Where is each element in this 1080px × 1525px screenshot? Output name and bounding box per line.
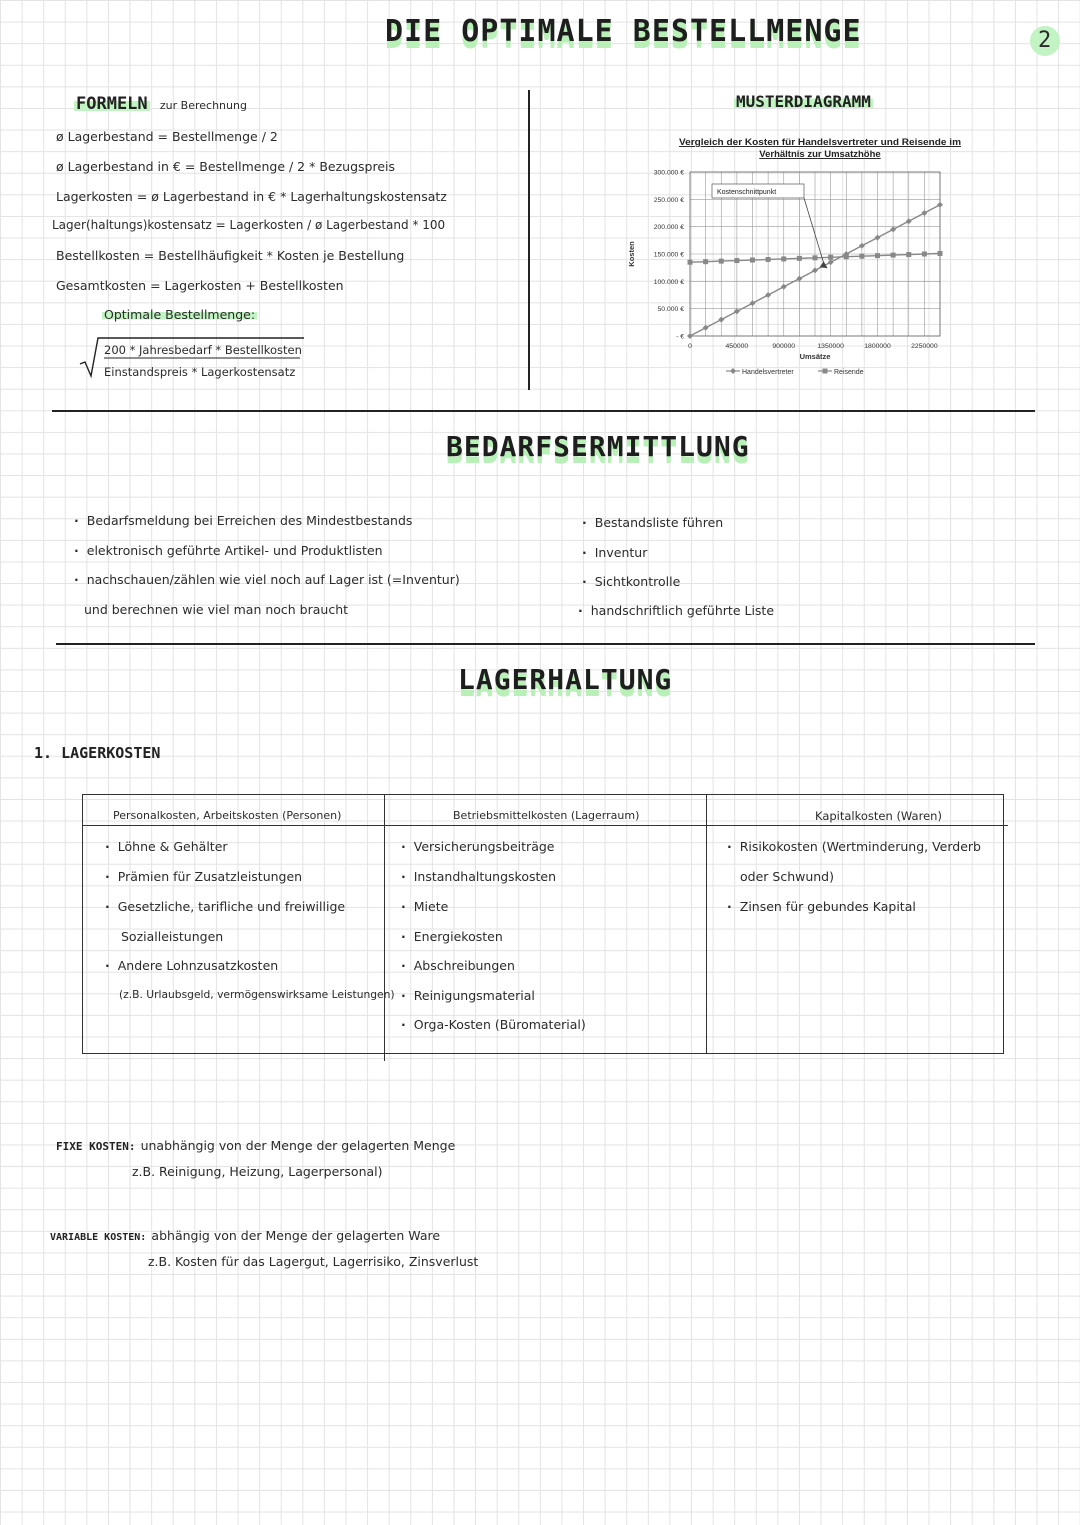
formel-numerator: 200 * Jahresbedarf * Bestellkosten: [104, 343, 302, 357]
chart-legend-marker-handelsvertreter: [730, 368, 736, 374]
chart-point-reisende: [797, 256, 802, 261]
col1-cont-1: Sozialleistungen: [121, 929, 224, 944]
chart-point-handelsvertreter: [906, 218, 912, 224]
chart-x-tick-label: 0: [688, 343, 692, 350]
chart-y-tick-label: 200.000 €: [653, 224, 684, 232]
chart-x-label: Umsätze: [799, 352, 831, 361]
section-divider-2: [56, 643, 1035, 645]
chart-point-handelsvertreter: [812, 267, 818, 273]
col2-item-7-text: Orga-Kosten (Büromaterial): [413, 1017, 586, 1032]
optimal-label: [102, 307, 257, 322]
lager-heading: LAGERHALTUNG: [458, 663, 673, 696]
bedarf-right-item-2-text: Inventur: [594, 545, 648, 560]
col2-item-2-text: Instandhaltungskosten: [413, 869, 557, 884]
chart-point-handelsvertreter: [921, 210, 927, 216]
chart-y-tick-label: 100.000 €: [653, 278, 684, 286]
formeln-heading-suffix: zur Berechnung: [159, 99, 247, 112]
col1-item-2: [105, 869, 302, 884]
bedarf-left-cont: und berechnen wie viel man noch braucht: [84, 602, 349, 617]
chart-point-reisende: [859, 254, 864, 259]
col1-item-4: [105, 958, 278, 973]
variable-kosten-example: z.B. Kosten für das Lagergut, Lagerrisiko, Zinsverlust: [148, 1254, 479, 1269]
chart-point-handelsvertreter: [781, 284, 787, 290]
col2-item-7: [401, 1017, 586, 1032]
formel-line-3: Lagerkosten = ø Lagerbestand in € * Lagerhaltungskostensatz: [56, 189, 447, 204]
formel-line-6: Gesamtkosten = Lagerkosten + Bestellkosten: [56, 278, 344, 293]
chart-x-tick-label: 2250000: [911, 343, 938, 350]
col1-item-2-text: Prämien für Zusatzleistungen: [117, 869, 303, 884]
chart-title-line-2: Verhältnis zur Umsatzhöhe: [759, 149, 881, 160]
formeln-heading-text: FORMELN: [76, 94, 148, 114]
formel-line-1: ø Lagerbestand = Bestellmenge / 2: [56, 129, 278, 144]
formel-line-5: Bestellkosten = Bestellhäufigkeit * Kosten je Bestellung: [56, 248, 405, 263]
col3-cont-1: oder Schwund): [740, 869, 834, 884]
col2-item-3-text: Miete: [413, 899, 449, 914]
col2-item-2: [401, 869, 556, 884]
optimal-label-text: Optimale Bestellmenge:: [104, 307, 256, 322]
formeln-divider: [528, 90, 530, 390]
bedarf-left-item-1-text: Bedarfsmeldung bei Erreichen des Mindestbestands: [86, 513, 413, 528]
chart-point-handelsvertreter: [828, 259, 834, 265]
chart-point-reisende: [781, 256, 786, 261]
musterdiagramm-heading-text: MUSTERDIAGRAMM: [736, 92, 871, 111]
col1-cont-2: (z.B. Urlaubsgeld, vermögenswirksame Leistungen): [119, 988, 395, 1001]
col1-item-4-text: Andere Lohnzusatzkosten: [117, 958, 279, 973]
chart-point-handelsvertreter: [937, 202, 943, 208]
chart-point-handelsvertreter: [750, 300, 756, 306]
bedarf-right-item-3: [582, 574, 680, 589]
col1-item-3: [105, 899, 345, 914]
chart-annotation-text: Kostenschnittpunkt: [717, 189, 777, 196]
variable-kosten: [50, 1225, 440, 1244]
col3-title: Kapitalkosten (Waren): [815, 809, 942, 823]
formel-line-2: ø Lagerbestand in € = Bestellmenge / 2 * Bezugspreis: [56, 159, 395, 174]
lagerkosten-col-divider-2: [706, 795, 707, 1053]
fixe-kosten: [56, 1135, 455, 1154]
chart-x-ticks: [688, 343, 938, 350]
bedarf-left-item-1: [74, 513, 412, 528]
chart-point-reisende: [766, 257, 771, 262]
chart-legend-label-reisende: Reisende: [834, 369, 864, 376]
chart-x-tick-label: 1800000: [864, 343, 891, 350]
chart-legend-label-handelsvertreter: Handelsvertreter: [742, 369, 794, 376]
chart-point-handelsvertreter: [859, 243, 865, 249]
bedarf-right-item-1: [582, 515, 723, 530]
chart-point-reisende: [719, 259, 724, 264]
page-number: [1030, 26, 1060, 56]
formeln-heading: [74, 94, 247, 114]
col2-item-1: [401, 839, 555, 854]
chart-point-reisende: [813, 255, 818, 260]
chart-point-handelsvertreter: [890, 226, 896, 232]
chart-legend-marker-reisende: [823, 369, 828, 374]
chart-point-reisende: [734, 258, 739, 263]
chart-point-reisende: [844, 254, 849, 259]
chart-point-reisende: [688, 260, 693, 265]
col1-item-3-text: Gesetzliche, tarifliche und freiwillige: [117, 899, 346, 914]
col2-item-6-text: Reinigungsmaterial: [413, 988, 535, 1003]
chart-point-reisende: [906, 252, 911, 257]
fixe-kosten-example: z.B. Reinigung, Heizung, Lagerpersonal): [132, 1164, 383, 1179]
bedarf-left-item-3: [74, 572, 460, 587]
chart-x-tick-label: 1350000: [817, 343, 844, 350]
chart-point-handelsvertreter: [765, 292, 771, 298]
formel-line-4: Lager(haltungs)kostensatz = Lagerkosten / ø Lagerbestand * 100: [52, 218, 446, 232]
col3-item-1: [727, 839, 981, 854]
chart-x-tick-label: 900000: [772, 343, 796, 350]
chart-y-label: Kosten: [627, 241, 636, 267]
chart-point-reisende: [703, 259, 708, 264]
chart-point-handelsvertreter: [687, 333, 693, 339]
col2-item-4: [401, 929, 503, 944]
chart-point-handelsvertreter: [796, 276, 802, 282]
chart-point-reisende: [875, 253, 880, 258]
chart-y-tick-label: 50.000 €: [657, 306, 684, 314]
lagerkosten-col-divider-1: [384, 795, 385, 1061]
lagerkosten-header-rule: [83, 825, 1008, 826]
formel-denominator: Einstandspreis * Lagerkostensatz: [104, 365, 296, 379]
bedarf-right-item-3-text: Sichtkontrolle: [594, 574, 681, 589]
col3-item-2-text: Zinsen für gebundes Kapital: [739, 899, 916, 914]
page-title: DIE OPTIMALE BESTELLMENGE: [385, 14, 862, 49]
col2-item-3: [401, 899, 448, 914]
bedarf-right-item-4: [578, 603, 774, 618]
chart-legend: [726, 368, 864, 376]
chart-y-tick-label: 250.000 €: [653, 196, 684, 204]
chart-y-ticks: [654, 170, 684, 341]
chart-point-handelsvertreter: [718, 317, 724, 323]
chart-point-handelsvertreter: [875, 235, 881, 241]
col1-title: Personalkosten, Arbeitskosten (Personen): [113, 809, 342, 822]
chart-y-tick-label: 300.000 €: [653, 169, 684, 177]
chart-point-reisende: [828, 255, 833, 260]
bedarf-left-item-2-text: elektronisch geführte Artikel- und Produktlisten: [86, 543, 383, 558]
bedarf-left-item-3-text: nachschauen/zählen wie viel noch auf Lager ist (=Inventur): [86, 572, 460, 587]
col2-item-1-text: Versicherungsbeiträge: [413, 839, 555, 854]
chart-point-handelsvertreter: [734, 308, 740, 314]
col2-title: Betriebsmittelkosten (Lagerraum): [453, 809, 640, 822]
col2-item-5: [401, 958, 515, 973]
col2-item-5-text: Abschreibungen: [413, 958, 515, 973]
variable-kosten-label: VARIABLE KOSTEN:: [50, 1232, 147, 1243]
col1-item-1: [105, 839, 228, 854]
bedarf-heading: BEDARFSERMITTLUNG: [446, 430, 750, 463]
col1-item-1-text: Löhne & Gehälter: [117, 839, 228, 854]
lagerkosten-table: [82, 794, 1004, 1054]
lagerkosten-heading: 1. LAGERKOSTEN: [34, 744, 161, 762]
chart-annotation: [712, 184, 828, 268]
bedarf-right-item-4-text: handschriftlich geführte Liste: [590, 603, 775, 618]
chart-title-line-1: Vergleich der Kosten für Handelsvertreter und Reisende im: [679, 137, 961, 148]
chart-y-tick-label: - €: [676, 333, 684, 341]
chart-x-tick-label: 450000: [725, 343, 749, 350]
chart-point-reisende: [938, 251, 943, 256]
bedarf-right-item-2: [582, 545, 647, 560]
chart-y-tick-label: 150.000 €: [653, 251, 684, 259]
chart-point-handelsvertreter: [703, 325, 709, 331]
col3-item-1-text: Risikokosten (Wertminderung, Verderb: [739, 839, 981, 854]
fixe-kosten-label: FIXE KOSTEN:: [56, 1140, 136, 1153]
bedarf-right-item-1-text: Bestandsliste führen: [594, 515, 724, 530]
page-number-text: 2: [1038, 28, 1052, 53]
col3-item-2: [727, 899, 916, 914]
col2-item-4-text: Energiekosten: [413, 929, 503, 944]
section-divider-1: [52, 410, 1035, 412]
chart-point-reisende: [750, 258, 755, 263]
bedarf-left-item-2: [74, 543, 383, 558]
variable-kosten-text: abhängig von der Menge der gelagerten Ware: [151, 1228, 441, 1243]
musterdiagramm-heading: [734, 92, 873, 111]
chart-point-reisende: [891, 253, 896, 258]
cost-comparison-chart: [616, 128, 986, 380]
fixe-kosten-text: unabhängig von der Menge der gelagerten Menge: [140, 1138, 456, 1153]
chart-point-reisende: [922, 252, 927, 257]
col2-item-6: [401, 988, 535, 1003]
